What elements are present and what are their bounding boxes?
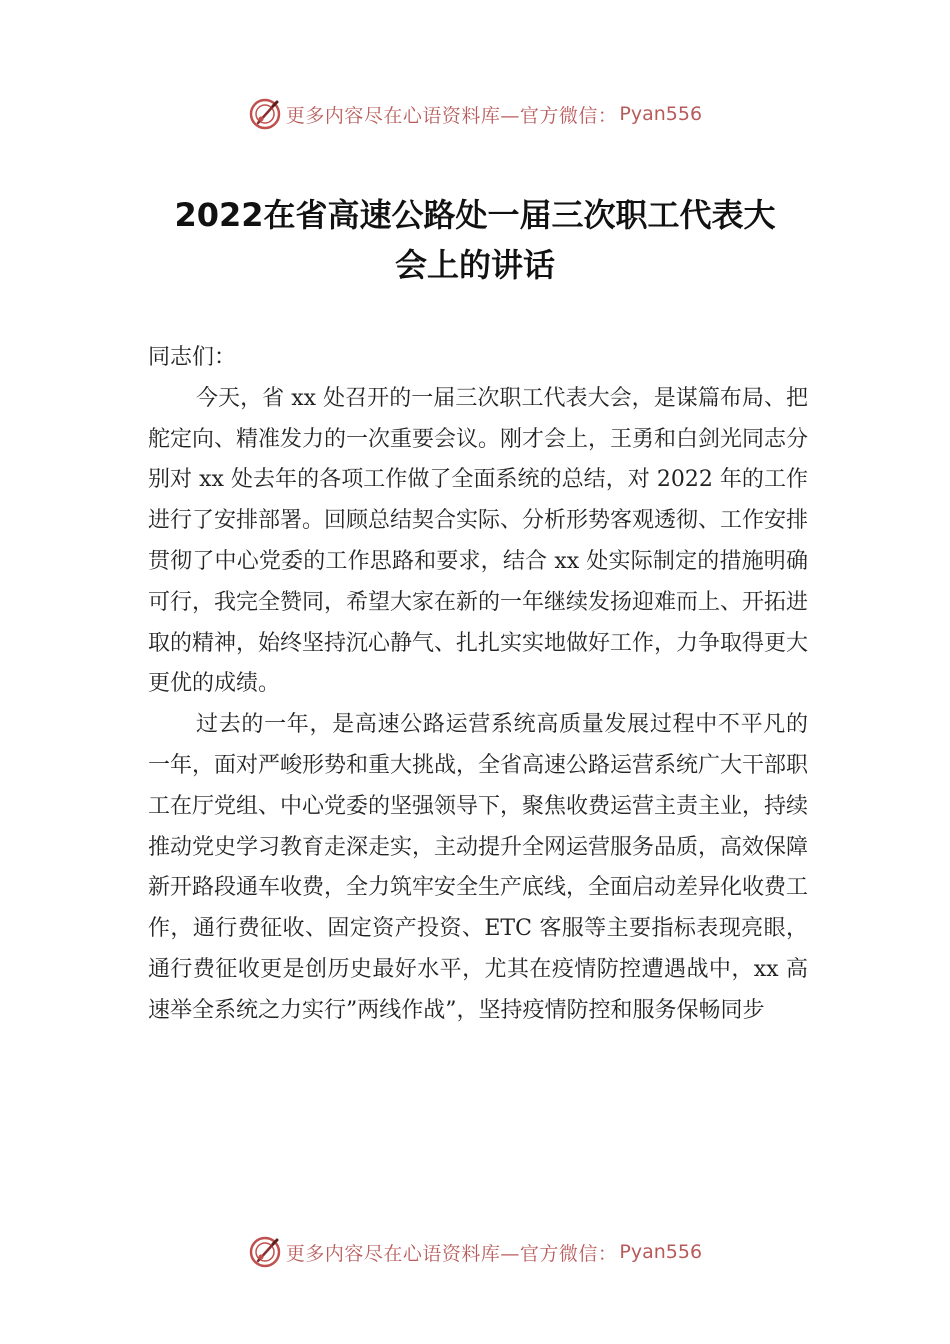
wechat-id: Pyan556 [619,1241,703,1263]
title-line-2: 会上的讲话 [394,246,555,284]
red-circle-brush-logo-icon [248,1235,282,1269]
document-body [148,338,808,1032]
banner-text: 更多内容尽在心语资料库—官方微信： [285,104,618,127]
title-line-1: 2022在省高速公路处一届三次职工代表大 [174,196,776,234]
wechat-id: Pyan556 [619,103,703,125]
paragraph-1: 今天，省 xx 处召开的一届三次职工代表大会，是谋篇布局、把舵定向、精准发力的一次重要会议。刚才会上，王勇和白剑光同志分别对 xx 处去年的各项工作做了全面系统的总结，对 2022 年的工作进行了安排部署。回顾总结契合实际、分析形势客观透彻、工作安排贯彻了中心党委的工作思路和要求，结合 xx 处实际制定的措施明确可行，我完全赞同，希望大家在新的一年继续发扬迎难而上、开拓进取的精神，始终坚持沉心静气、扎扎实实地做好工作，力争取得更大更优的成绩。 [148,385,809,697]
document-title [150,190,800,290]
salutation: 同志们： [148,345,237,370]
red-circle-brush-logo-icon [248,97,282,131]
footer-banner [0,1232,950,1272]
paragraph-2: 过去的一年，是高速公路运营系统高质量发展过程中不平凡的一年，面对严峻形势和重大挑战，全省高速公路运营系统广大干部职工在厅党组、中心党委的坚强领导下，聚焦收费运营主责主业，持续推动党史学习教育走深走实，主动提升全网运营服务品质，高效保障新开路段通车收费，全力筑牢安全生产底线，全面启动差异化收费工作，通行费征收、固定资产投资、ETC 客服等主要指标表现亮眼，通行费征收更是创历史最好水平，尤其在疫情防控遭遇战中，xx 高速举全系统之力实行”两线作战”，坚持疫情防控和服务保畅同步 [148,712,809,1023]
header-banner [0,94,950,134]
banner-text: 更多内容尽在心语资料库—官方微信： [285,1242,618,1265]
